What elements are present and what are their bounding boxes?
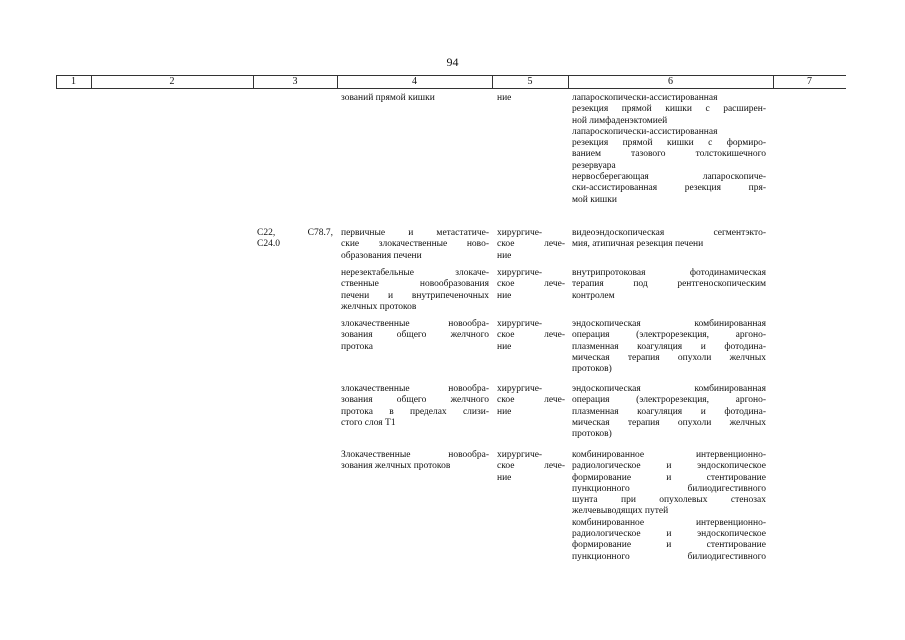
treatment-line: хирургиче-	[497, 450, 543, 460]
column-header-7: 7	[807, 76, 812, 87]
treatment-line: хирургиче-	[497, 384, 543, 394]
method-line: операция (электрорезекция, аргоно-	[572, 330, 766, 341]
diagnosis-line: нерезектабельные злокаче-	[341, 268, 489, 278]
method-line: внутрипротоковая фотодинамическая	[572, 268, 766, 278]
diagnosis-line: стого слоя T1	[341, 417, 396, 428]
method-line: радиологическое и эндоскопическое	[572, 529, 766, 540]
method-line: эндоскопическая комбинированная	[572, 319, 766, 329]
method-line: ванием тазового толстокишечного	[572, 149, 766, 160]
column-header-5: 5	[527, 76, 533, 87]
method-line: видеоэндоскопическая сегментэкто-	[572, 228, 766, 238]
code-line: C24.0	[257, 239, 280, 250]
method-line: комбинированное интервенционно-	[572, 450, 766, 460]
diagnosis-line: злокачественные новообра-	[341, 319, 489, 329]
method-line: шунта при опухолевых стенозах	[572, 495, 766, 506]
treatment-line: ние	[497, 290, 512, 301]
treatment-line: ние	[497, 406, 512, 417]
treatment-line: ское лече-	[497, 395, 565, 406]
method-line: лапароскопически-ассистированная	[572, 126, 718, 137]
diagnosis-line: протока в пределах слизи-	[341, 406, 489, 417]
method-line: радиологическое и эндоскопическое	[572, 461, 766, 472]
treatment-line: хирургиче-	[497, 268, 543, 278]
method-line: ной лимфаденэктомией	[572, 115, 668, 126]
method-line: плазменная коагуляция и фотодина-	[572, 341, 766, 352]
method-line: протоков)	[572, 364, 612, 375]
method-cell	[572, 268, 766, 302]
method-line: мическая терапия опухоли желчных	[572, 352, 766, 363]
method-line: пункционного билиодигестивного	[572, 483, 766, 494]
page-number: 94	[446, 55, 459, 69]
method-cell	[572, 384, 766, 440]
method-line: ски-ассистированная резекция пря-	[572, 183, 766, 194]
treatment-line: ние	[497, 250, 512, 261]
method-cell	[572, 228, 766, 251]
method-line: мой кишки	[572, 194, 617, 205]
method-line: эндоскопическая комбинированная	[572, 384, 766, 394]
code-cell	[257, 228, 333, 251]
treatment-cell	[497, 384, 565, 418]
diagnosis-line: ственные новообразования	[341, 279, 489, 290]
method-line: формирование и стентирование	[572, 540, 766, 551]
diagnosis-cell	[341, 93, 489, 104]
diagnosis-cell	[341, 228, 489, 262]
treatment-line: ние	[497, 93, 512, 103]
diagnosis-line: зования желчных протоков	[341, 461, 451, 472]
header-bottom-rule	[56, 88, 846, 89]
treatment-line: ское лече-	[497, 279, 565, 290]
method-line: резервуара	[572, 160, 616, 171]
diagnosis-cell	[341, 384, 489, 429]
column-header-2: 2	[169, 76, 175, 87]
column-header-1: 1	[71, 76, 76, 87]
method-line: резекция прямой кишки с расширен-	[572, 104, 766, 115]
diagnosis-line: желчных протоков	[341, 301, 417, 312]
treatment-line: ское лече-	[497, 461, 565, 472]
method-line: мия, атипичная резекция печени	[572, 239, 704, 250]
method-cell	[572, 93, 766, 206]
method-line: желчевыводящих путей	[572, 506, 669, 517]
method-line: протоков)	[572, 429, 612, 440]
diagnosis-cell	[341, 450, 489, 473]
method-line: пункционного билиодигестивного	[572, 551, 766, 562]
diagnosis-line: злокачественные новообра-	[341, 384, 489, 394]
method-line: плазменная коагуляция и фотодина-	[572, 406, 766, 417]
treatment-cell	[497, 450, 565, 484]
method-line: формирование и стентирование	[572, 472, 766, 483]
code-line: C22, C78.7,	[257, 228, 333, 238]
diagnosis-cell	[341, 268, 489, 313]
diagnosis-line: образования печени	[341, 250, 422, 261]
method-line: лапароскопически-ассистированная	[572, 93, 718, 103]
column-header-3: 3	[292, 76, 298, 87]
table-header-row	[56, 75, 846, 89]
diagnosis-line: зований прямой кишки	[341, 93, 435, 103]
column-header-6: 6	[668, 76, 673, 87]
method-line: резекция прямой кишки с формиро-	[572, 138, 766, 149]
treatment-line: хирургиче-	[497, 319, 543, 329]
treatment-line: ние	[497, 472, 512, 483]
treatment-line: ние	[497, 341, 512, 352]
method-cell	[572, 450, 766, 563]
treatment-cell	[497, 319, 565, 353]
method-line: комбинированное интервенционно-	[572, 517, 766, 528]
method-line: контролем	[572, 290, 615, 301]
method-line: мическая терапия опухоли желчных	[572, 417, 766, 428]
diagnosis-line: первичные и метастатиче-	[341, 228, 489, 238]
column-header-4: 4	[412, 76, 417, 87]
diagnosis-line: протока	[341, 341, 373, 352]
diagnosis-cell	[341, 319, 489, 353]
treatment-line: хирургиче-	[497, 228, 543, 238]
method-line: операция (электрорезекция, аргоно-	[572, 395, 766, 406]
treatment-cell	[497, 93, 565, 104]
method-cell	[572, 319, 766, 375]
diagnosis-line: Злокачественные новообра-	[341, 450, 489, 460]
diagnosis-line: зования общего желчного	[341, 395, 489, 406]
diagnosis-line: печени и внутрипеченочных	[341, 290, 489, 301]
treatment-line: ское лече-	[497, 330, 565, 341]
treatment-cell	[497, 268, 565, 302]
diagnosis-line: зования общего желчного	[341, 330, 489, 341]
treatment-cell	[497, 228, 565, 262]
diagnosis-line: ские злокачественные ново-	[341, 239, 489, 250]
method-line: нервосберегающая лапароскопиче-	[572, 172, 766, 183]
treatment-line: ское лече-	[497, 239, 565, 250]
method-line: терапия под рентгеноскопическим	[572, 279, 766, 290]
